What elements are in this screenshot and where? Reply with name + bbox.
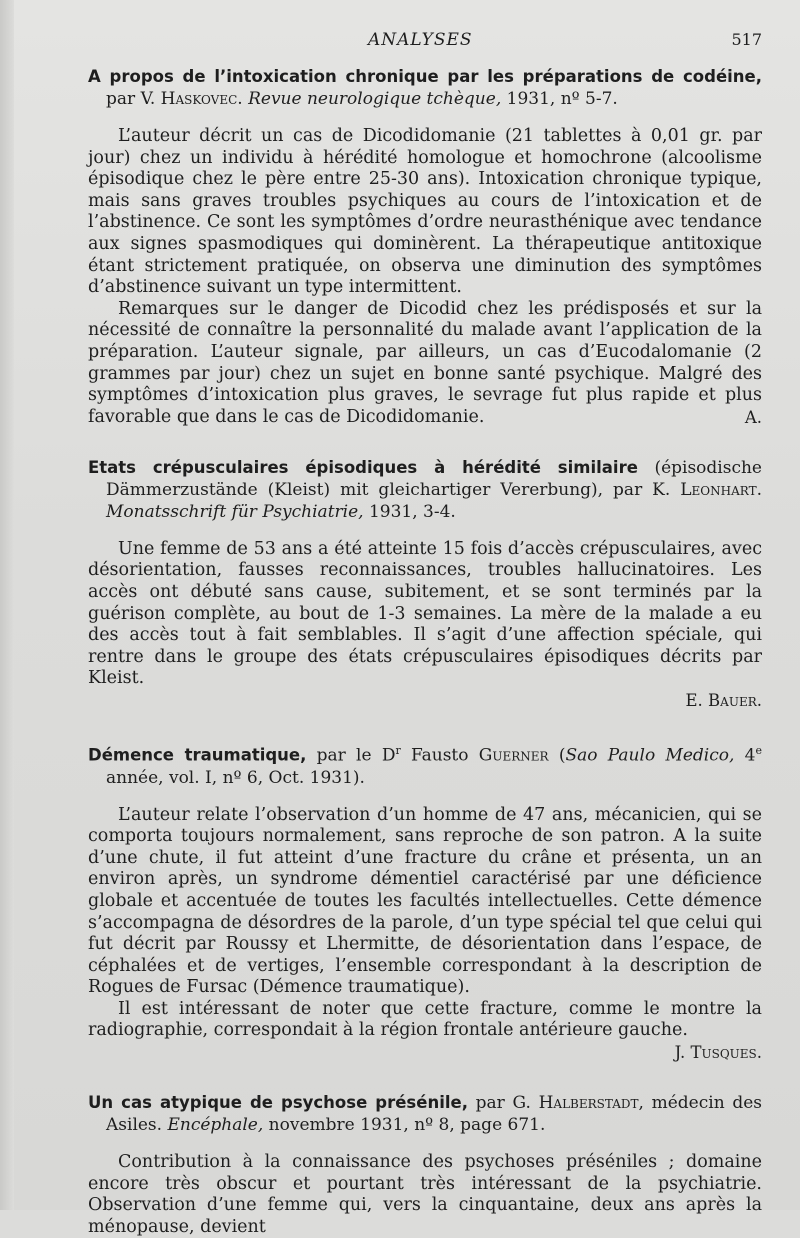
title-text: Un cas atypique de psychose présénile, [88, 1093, 468, 1113]
page-header [88, 30, 762, 66]
article-body [88, 126, 762, 429]
article-demence [88, 740, 762, 1064]
title-text: Démence traumatique, [88, 745, 307, 765]
signature: J. Tusques. [674, 1043, 762, 1063]
article-body [88, 805, 762, 1065]
title-text: A propos de l’intoxication chronique par les préparations de codéine, [88, 67, 762, 86]
article-crepusculaires [88, 457, 762, 712]
paragraph: L’auteur décrit un cas de Dicodidomanie (21 tablettes à 0,01 gr. par jour) chez un individu à hérédité homologue et homochrone (alcoolisme épisodique chez le père entre 25-30 ans). Intoxication chronique typique, mais sans graves troubles psychiques au cours de l’intoxication et de l’abstinence. Ce sont les symptômes d’ordre neurasthénique avec tendance aux signes spasmodiques qui dominèrent. La thérapeutique antitoxique étant strictement pratiquée, on observa une diminution des symptômes d’abstinence suivant un type intermittent. [88, 126, 762, 298]
author: Guerner [478, 745, 549, 766]
signature: A. [744, 407, 762, 427]
title-text: Etats crépusculaires épisodiques à hérédité similaire [88, 457, 638, 477]
article-body [88, 1152, 762, 1238]
article-title: Un cas atypique de psychose présénile, par G. Halberstadt, médecin des Asiles. Encéphale, novembre 1931, nº 8, page 671. [88, 1093, 763, 1136]
page-number: 517 [731, 30, 762, 49]
article-codeine [88, 66, 762, 429]
article-body [88, 539, 762, 712]
citation-details: novembre 1931, nº 8, page 671. [263, 1115, 546, 1136]
paragraph: L’auteur relate l’observation d’un homme de 47 ans, mécanicien, qui se comporta toujours normalement, sans reproche de son patron. A la suite d’une chute, il fut atteint d’une fracture du crâne et présenta, un an environ après, un syndrome démentiel caractérisé par une déficience globale et accentuée de toutes les facultés intellectuelles. Cette démence s’accompagna de désordres de la parole, d’un type spécial tel que celui qui fut décrit par Roussy et Lhermitte, de désorientation dans l’espace, de céphalées et de vertiges, l’ensemble correspondant à la description de Rogues de Fursac (Démence traumatique). [88, 804, 762, 998]
signature: E. Bauer. [685, 690, 762, 710]
article-title: Démence traumatique, par le $D^r$ Fausto Guerner (Sao Paulo Medico, 4e année, vol. I, nº 6, Oct. 1931). [88, 743, 762, 788]
article-title: Etats crépusculaires épisodiques à hérédité similaire (épisodische Dämmerzustände (Kleist) mit gleichartiger Vererbung), par K. Leonhart. Monatsschrift für Psychiatrie, 1931, 3-4. [88, 457, 762, 522]
paragraph: Une femme de 53 ans a été atteinte 15 fois d’accès crépusculaires, avec désorientation, fausses reconnaissances, troubles hallucinatoires. Les accès ont débuté sans cause, subitement, et se sont terminés par la guérison complète, au bout de 1-3 semaines. La mère de la malade a eu des accès tout à fait semblables. Il s’agit d’une affection spéciale, qui rentre dans le groupe des états crépusculaires épisodiques décrits par Kleist. [88, 538, 762, 689]
journal: Sao Paulo Medico, [565, 745, 735, 766]
author: K. Leonhart. [652, 479, 762, 500]
citation-details: 1931, nº 5-7. [501, 89, 618, 109]
page-spine-shadow [0, 0, 14, 1210]
citation-details: année, vol. I, nº 6, Oct. 1931). [106, 767, 365, 788]
article-presenile [88, 1092, 762, 1238]
paragraph: Il est intéressant de noter que cette fracture, comme le montre la radiographie, correspondait à la région frontale antérieure gauche. [88, 998, 762, 1041]
journal: Encéphale, [167, 1115, 264, 1136]
journal: Revue neurologique tchèque, [248, 89, 502, 109]
citation-details: 1931, 3-4. [363, 501, 456, 522]
article-title: A propos de l’intoxication chronique par les préparations de codéine, par V. Haskovec. Revue neurologique tchèque, 1931, nº 5-7. [88, 67, 762, 109]
author: Halberstadt, [538, 1093, 644, 1114]
journal: Monatsschrift für Psychiatrie, [106, 501, 364, 522]
running-title: ANALYSES [368, 30, 473, 50]
paragraph: Contribution à la connaissance des psychoses préséniles ; domaine encore très obscur et pourtant très intéressant de la psychiatrie. Observation d’une femme qui, vers la cinquantaine, deux ans après la ménopause, devient [88, 1152, 762, 1237]
paragraph: Remarques sur le danger de Dicodid chez les prédisposés et sur la nécessité de connaître la personnalité du malade avant l’application de la préparation. L’auteur signale, par ailleurs, un cas d’Eucodalomanie (2 grammes par jour) chez un sujet en bonne santé psychique. Malgré des symptômes d’intoxication plus graves, le sevrage fut plus rapide et plus favorable que dans le cas de Dicodidomanie. [88, 298, 762, 427]
author: V. Haskovec. [140, 89, 243, 109]
